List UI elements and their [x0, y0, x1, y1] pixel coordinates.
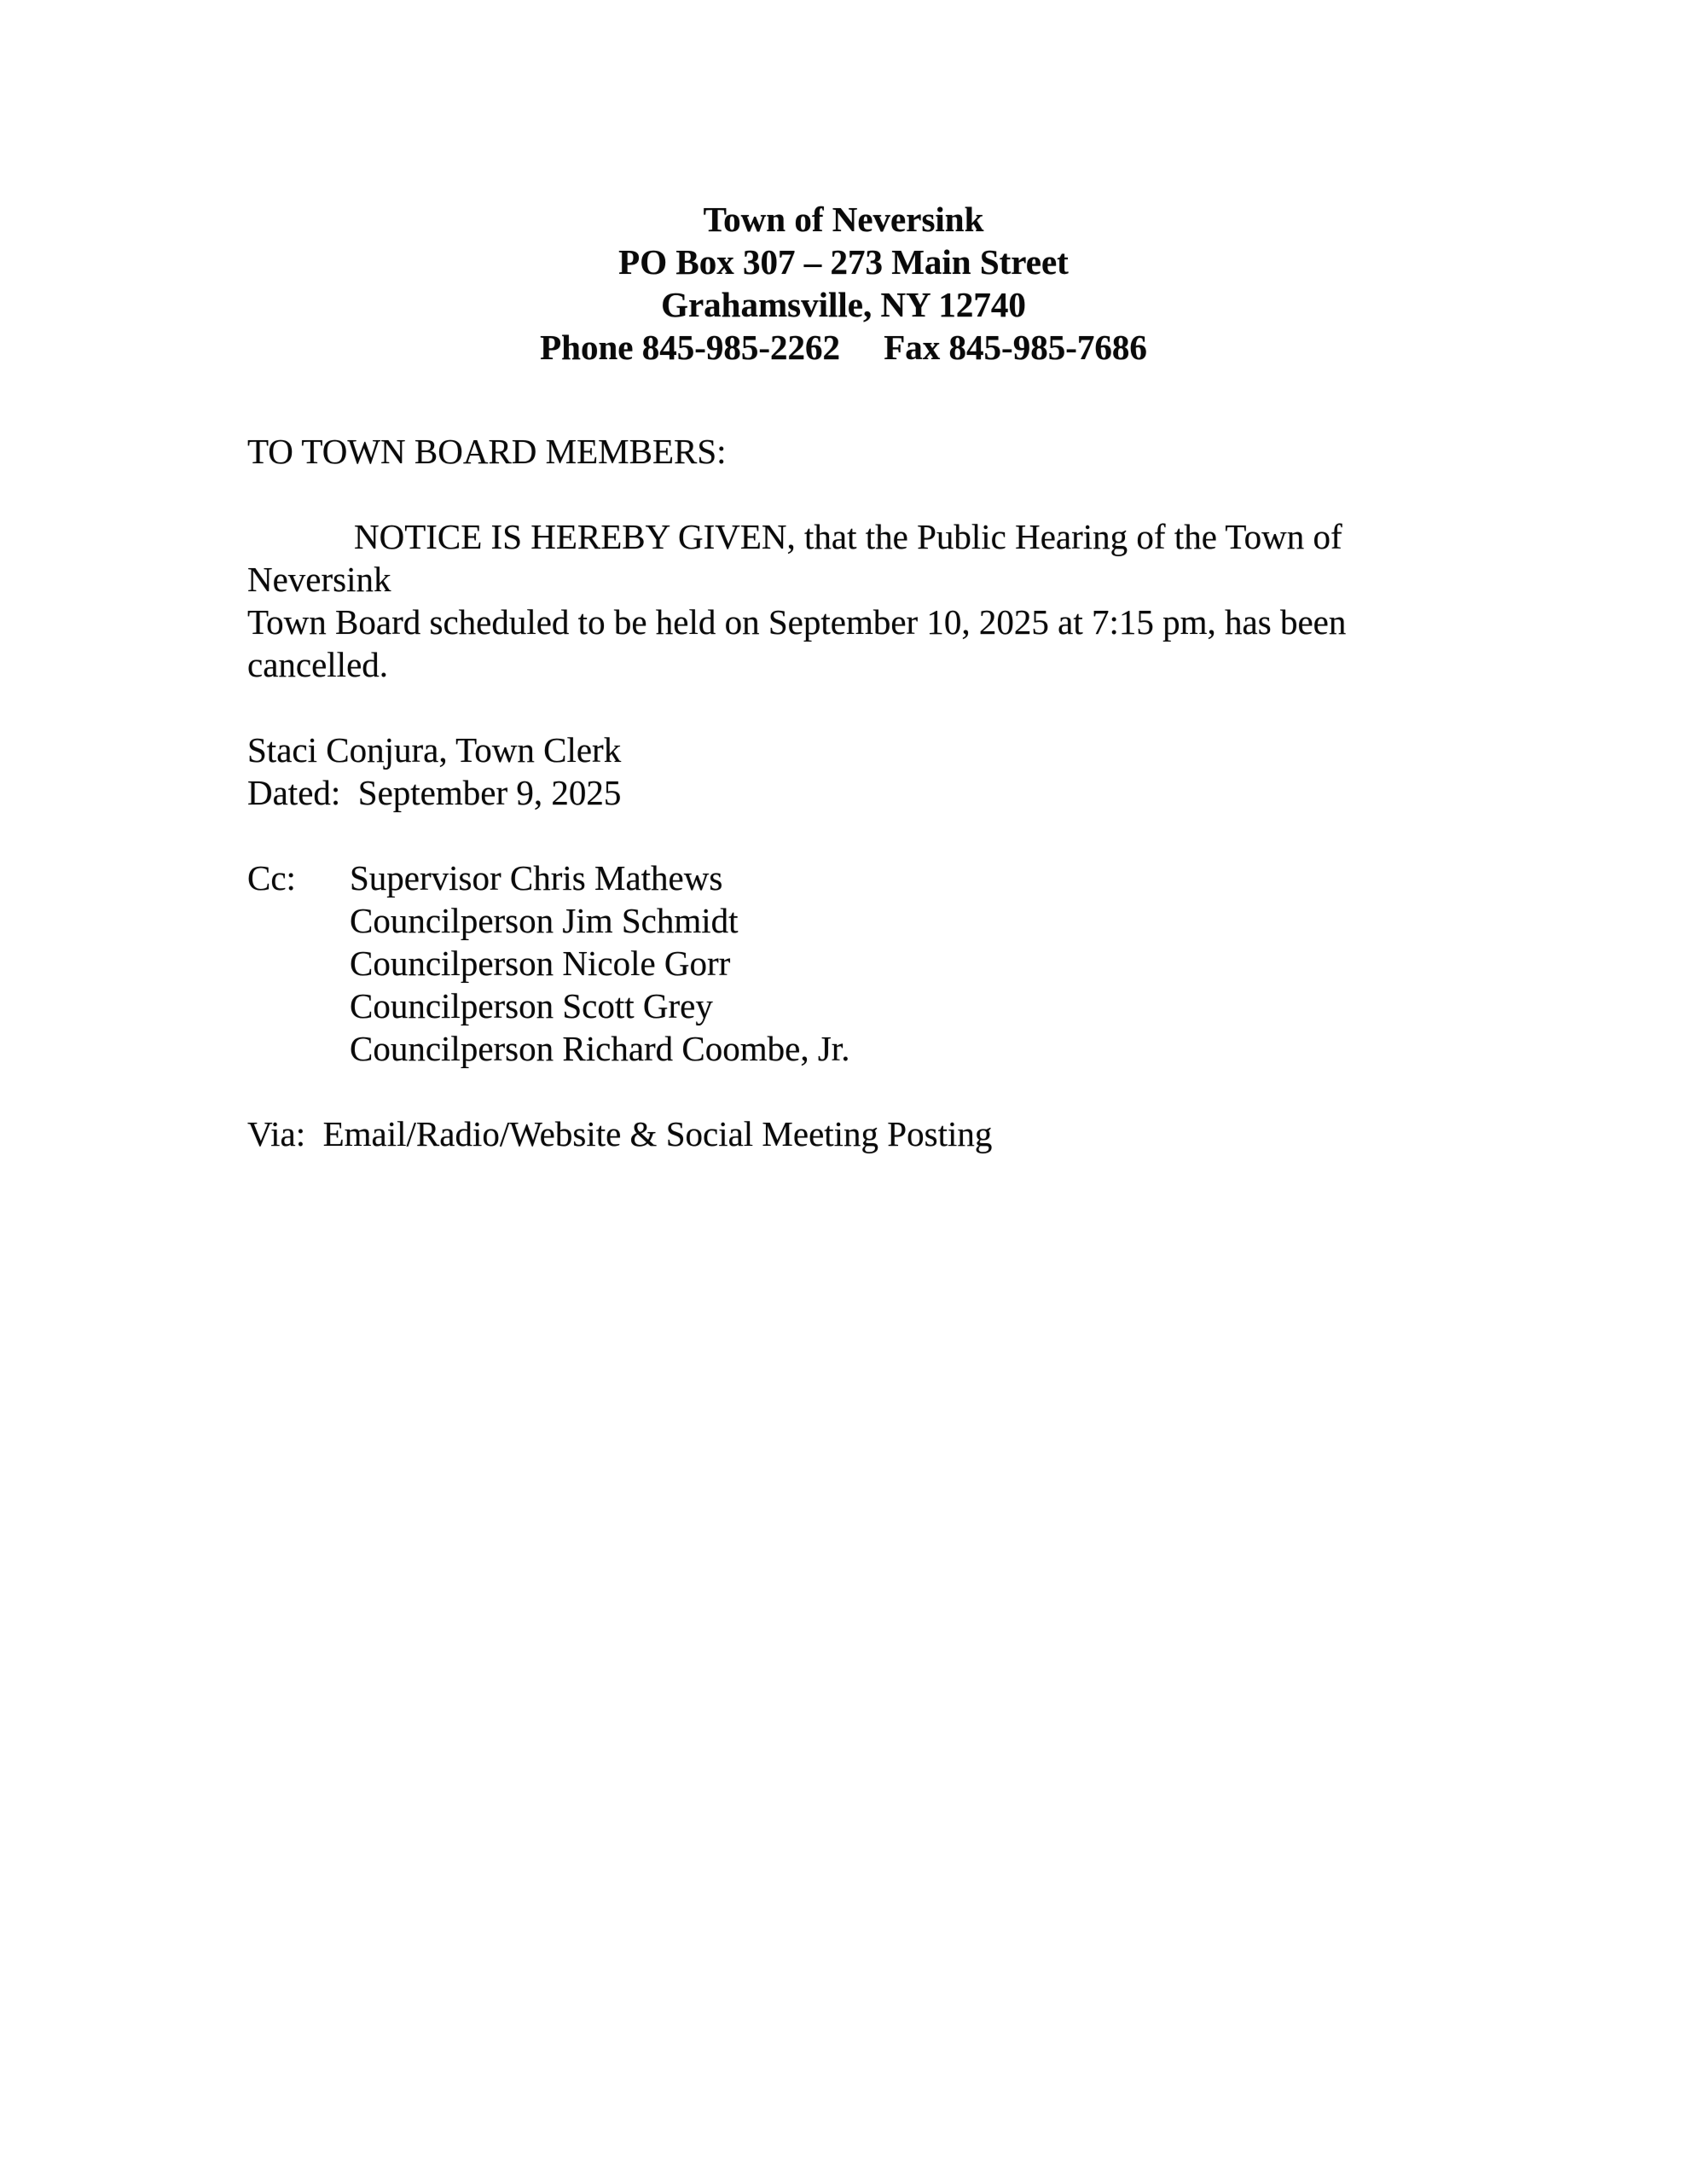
letterhead-town-name: Town of Neversink	[703, 200, 984, 239]
clerk-line: Staci Conjura, Town Clerk	[247, 730, 622, 770]
dated-line: Dated: September 9, 2025	[247, 773, 622, 812]
via-line: Via: Email/Radio/Website & Social Meeting Posting	[247, 1114, 993, 1153]
cc-section	[247, 857, 1440, 1070]
notice-line: NOTICE IS HEREBY GIVEN, that the Public Hearing of the Town of Neversink	[247, 517, 1351, 599]
letter-content	[247, 198, 1440, 1155]
notice-paragraph	[247, 515, 1440, 686]
notice-line: Town Board scheduled to be held on September 10, 2025 at 7:15 pm, has been cancelled.	[247, 602, 1355, 684]
cc-recipient: Councilperson Jim Schmidt	[350, 901, 739, 940]
cc-recipient: Councilperson Nicole Gorr	[350, 944, 731, 983]
letterhead-city-state-zip: Grahamsville, NY 12740	[661, 285, 1026, 324]
letterhead-phone-fax: Phone 845-985-2262 Fax 845-985-7686	[540, 328, 1147, 367]
letterhead-address: PO Box 307 – 273 Main Street	[618, 242, 1069, 282]
cc-recipient: Councilperson Richard Coombe, Jr.	[350, 1029, 850, 1068]
cc-recipient: Supervisor Chris Mathews	[350, 858, 723, 897]
salutation: TO TOWN BOARD MEMBERS:	[247, 432, 727, 471]
cc-recipient: Councilperson Scott Grey	[350, 986, 713, 1025]
cc-recipient-list	[350, 857, 1440, 1070]
signature-block	[247, 729, 1440, 814]
letterhead	[247, 198, 1440, 369]
cc-label: Cc:	[247, 858, 296, 897]
